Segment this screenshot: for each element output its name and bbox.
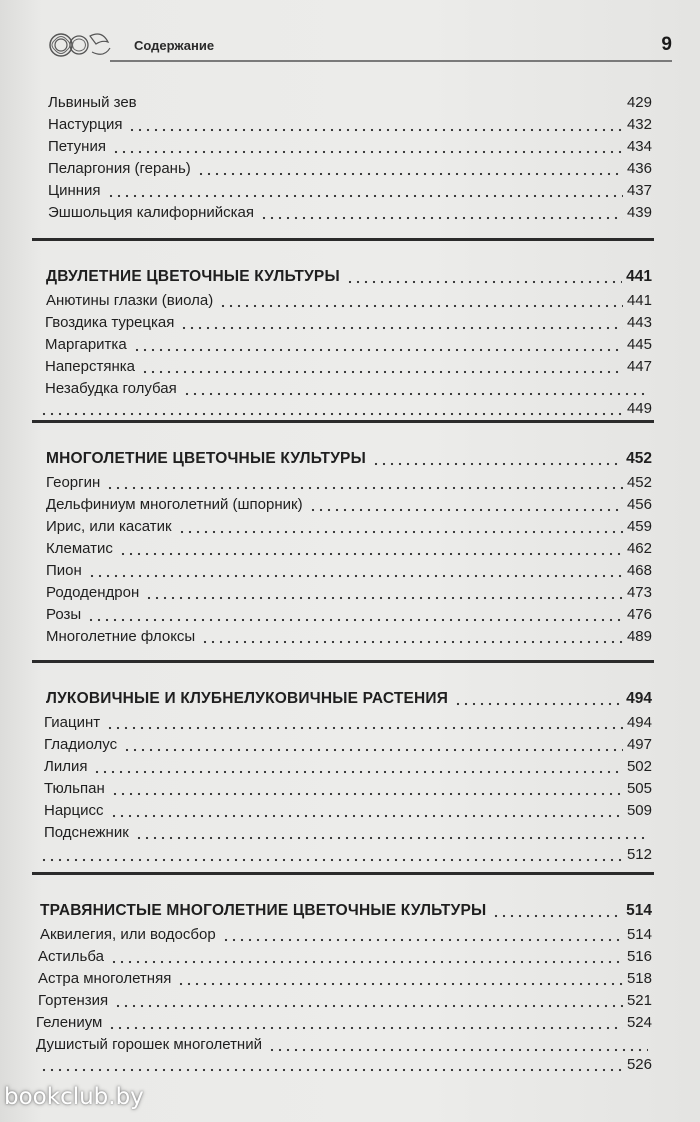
leader-dots: [372, 448, 622, 466]
leader-dots: [454, 688, 622, 706]
entry-page: 456: [626, 496, 652, 513]
entry-title: Цинния: [48, 182, 101, 199]
entry-title: Нарцисс: [44, 802, 104, 819]
toc-entry[interactable]: [34, 178, 652, 200]
section-page: 494: [626, 690, 652, 707]
leader-dots: [114, 990, 623, 1008]
entry-page: 462: [626, 540, 652, 557]
entry-title: Душистый горошек многолетний: [36, 1036, 262, 1053]
leader-dots: [178, 516, 623, 534]
toc-section-heading[interactable]: [34, 898, 652, 920]
entry-title: Маргаритка: [45, 336, 127, 353]
entry-title: Рододендрон: [46, 584, 140, 601]
toc-entry[interactable]: [34, 1010, 652, 1032]
entry-title: Гортензия: [38, 992, 109, 1009]
toc-entry[interactable]: [34, 354, 652, 376]
section-title: ТРАВЯНИСТЫЕ МНОГОЛЕТНИЕ ЦВЕТОЧНЫЕ КУЛЬТУРЫ: [40, 902, 487, 919]
running-header-title: Содержание: [134, 38, 215, 53]
toc-entry[interactable]: [34, 580, 652, 602]
section-page: 514: [626, 902, 652, 919]
entry-page: 489: [626, 628, 652, 645]
entry-title: Ирис, или касатик: [46, 518, 172, 535]
toc-entry[interactable]: [34, 310, 652, 332]
leader-dots: [346, 266, 622, 284]
leader-dots: [111, 778, 623, 796]
entry-title: Петуния: [48, 138, 106, 155]
entry-page: 514: [626, 926, 652, 943]
entry-title: Эшшольция калифорнийская: [48, 204, 254, 221]
leader-dots: [128, 114, 622, 132]
entry-page: 445: [626, 336, 652, 353]
leader-dots: [88, 560, 623, 578]
leader-dots: [119, 538, 623, 556]
entry-title: Наперстянка: [45, 358, 135, 375]
leader-dots: [492, 900, 622, 918]
entry-title: Гвоздика турецкая: [45, 314, 175, 331]
toc-entry[interactable]: [34, 90, 652, 112]
entry-page: 494: [626, 714, 652, 731]
leader-dots: [180, 312, 623, 330]
leader-dots: [112, 136, 623, 154]
entry-title: Дельфиниум многолетний (шпорник): [46, 496, 303, 513]
toc-entry[interactable]: [34, 156, 652, 178]
toc-entry[interactable]: [34, 492, 652, 514]
toc-section-heading[interactable]: [34, 264, 652, 286]
section-divider: [32, 420, 654, 423]
toc-entry[interactable]: [34, 200, 652, 222]
section-title: ДВУЛЕТНИЕ ЦВЕТОЧНЫЕ КУЛЬТУРЫ: [46, 268, 340, 285]
entry-title: Гелениум: [36, 1014, 103, 1031]
leader-dots: [183, 378, 648, 396]
entry-page: 468: [626, 562, 652, 579]
toc-entry[interactable]: [34, 470, 652, 492]
toc-entry[interactable]: [34, 944, 652, 966]
entry-page: 526: [626, 1056, 652, 1073]
entry-title: Астильба: [38, 948, 104, 965]
entry-page: 502: [626, 758, 652, 775]
entry-page: 437: [626, 182, 652, 199]
entry-page: 516: [626, 948, 652, 965]
toc-entry[interactable]: [34, 798, 652, 820]
leader-dots: [110, 946, 623, 964]
entry-page: 447: [626, 358, 652, 375]
leader-dots: [141, 356, 623, 374]
leader-dots: [40, 398, 623, 416]
toc-entry[interactable]: [34, 134, 652, 156]
toc-entry[interactable]: [34, 376, 652, 398]
entry-page: 509: [626, 802, 652, 819]
section-divider: [32, 872, 654, 875]
section-title: МНОГОЛЕТНИЕ ЦВЕТОЧНЫЕ КУЛЬТУРЫ: [46, 450, 366, 467]
entry-title: Клематис: [46, 540, 113, 557]
leader-dots: [268, 1034, 648, 1052]
leader-dots: [110, 800, 623, 818]
entry-title: Гладиолус: [44, 736, 118, 753]
toc-entry[interactable]: [34, 602, 652, 624]
toc-entry[interactable]: [34, 966, 652, 988]
toc-entry[interactable]: [34, 624, 652, 646]
leader-dots: [106, 472, 623, 490]
section-title: ЛУКОВИЧНЫЕ И КЛУБНЕЛУКОВИЧНЫЕ РАСТЕНИЯ: [46, 690, 449, 707]
watermark: bookclub.by: [4, 1084, 144, 1110]
leader-dots: [260, 202, 623, 220]
entry-page: 441: [626, 292, 652, 309]
toc-entry[interactable]: [34, 558, 652, 580]
toc-section-heading[interactable]: [34, 686, 652, 708]
entry-page: 521: [626, 992, 652, 1009]
toc-entry[interactable]: [34, 754, 652, 776]
entry-title: Аквилегия, или водосбор: [40, 926, 216, 943]
entry-title: Настурция: [48, 116, 123, 133]
toc-entry-page-wrap: [34, 396, 652, 418]
toc-entry[interactable]: [34, 1032, 652, 1054]
toc-entry[interactable]: [34, 288, 652, 310]
toc-entry[interactable]: [34, 988, 652, 1010]
leader-dots: [197, 158, 623, 176]
entry-page: 512: [626, 846, 652, 863]
leader-dots: [133, 334, 623, 352]
leader-dots: [309, 494, 623, 512]
entry-title: Розы: [46, 606, 82, 623]
entry-page: 459: [626, 518, 652, 535]
leader-dots: [219, 290, 623, 308]
entry-page: 476: [626, 606, 652, 623]
section-page: 441: [626, 268, 652, 285]
entry-page: 518: [626, 970, 652, 987]
entry-title: Астра многолетняя: [38, 970, 172, 987]
table-of-contents: [34, 0, 652, 1122]
section-divider: [32, 238, 654, 241]
toc-entry[interactable]: [34, 710, 652, 732]
toc-section-heading[interactable]: [34, 446, 652, 468]
entry-title: Георгин: [46, 474, 101, 491]
leader-dots: [108, 1012, 623, 1030]
entry-title: Львиный зев: [48, 94, 137, 111]
entry-page: 439: [626, 204, 652, 221]
entry-page: 524: [626, 1014, 652, 1031]
entry-page: 432: [626, 116, 652, 133]
entry-title: Анютины глазки (виола): [46, 292, 214, 309]
entry-title: Пион: [46, 562, 82, 579]
leader-dots: [106, 712, 623, 730]
entry-page: 429: [626, 94, 652, 111]
leader-dots: [135, 822, 648, 840]
toc-entry[interactable]: [34, 536, 652, 558]
entry-title: Многолетние флоксы: [46, 628, 196, 645]
leader-dots: [201, 626, 623, 644]
leader-dots: [93, 756, 622, 774]
entry-title: Гиацинт: [44, 714, 101, 731]
entry-title: Тюльпан: [44, 780, 105, 797]
entry-page: 436: [626, 160, 652, 177]
leader-dots: [87, 604, 623, 622]
section-page: 452: [626, 450, 652, 467]
entry-page: 452: [626, 474, 652, 491]
toc-entry[interactable]: [34, 776, 652, 798]
leader-dots: [40, 844, 623, 862]
entry-page: 497: [626, 736, 652, 753]
toc-entry-page-wrap: [34, 1052, 652, 1074]
entry-title: Лилия: [44, 758, 88, 775]
leader-dots: [107, 180, 623, 198]
leader-dots: [177, 968, 623, 986]
leader-dots: [40, 1054, 623, 1072]
toc-entry[interactable]: [34, 820, 652, 842]
entry-title: Пеларгония (герань): [48, 160, 191, 177]
entry-page: 473: [626, 584, 652, 601]
leader-dots: [123, 734, 623, 752]
toc-entry[interactable]: [34, 922, 652, 944]
entry-page: 505: [626, 780, 652, 797]
toc-entry[interactable]: [34, 514, 652, 536]
entry-page: 449: [626, 400, 652, 417]
entry-title: Подснежник: [44, 824, 129, 841]
section-divider: [32, 660, 654, 663]
leader-dots: [222, 924, 623, 942]
entry-title: Незабудка голубая: [45, 380, 177, 397]
toc-entry[interactable]: [34, 332, 652, 354]
toc-entry-page-wrap: [34, 842, 652, 864]
toc-entry[interactable]: [34, 112, 652, 134]
entry-page: 434: [626, 138, 652, 155]
page-number: 9: [661, 34, 672, 55]
entry-page: 443: [626, 314, 652, 331]
toc-entry[interactable]: [34, 732, 652, 754]
leader-dots: [145, 582, 623, 600]
